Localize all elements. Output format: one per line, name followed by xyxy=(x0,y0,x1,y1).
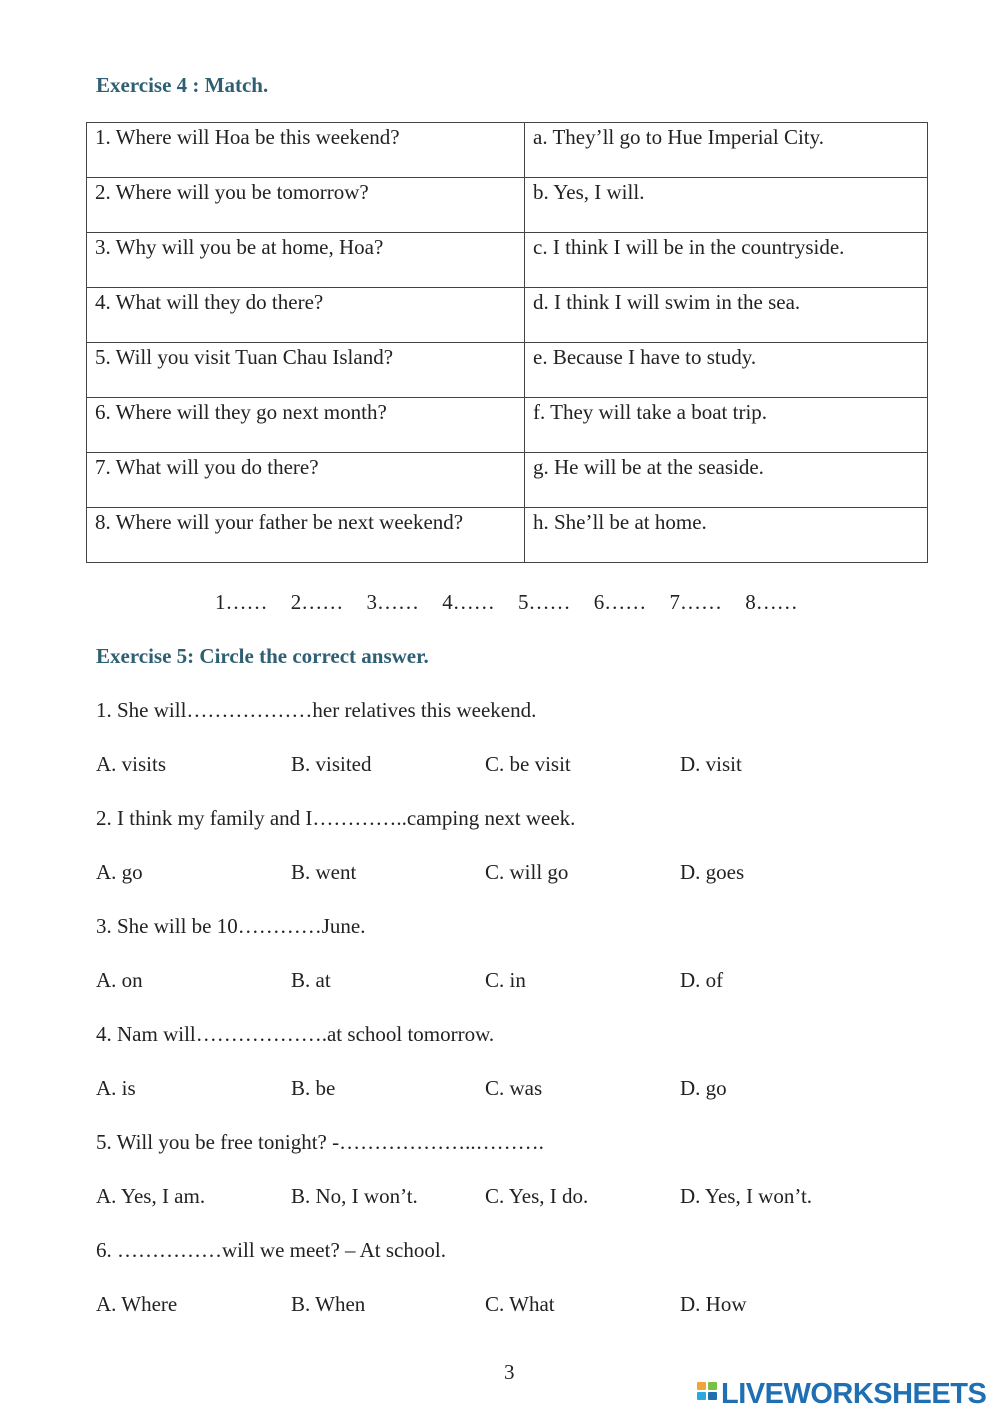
table-row xyxy=(87,398,928,453)
option-c[interactable]: C. Yes, I do. xyxy=(485,1184,589,1208)
answer-slot[interactable]: 4…… xyxy=(442,590,495,614)
match-table xyxy=(86,122,928,563)
option-c[interactable]: C. will go xyxy=(485,860,569,884)
exercise-5-title: Exercise 5: Circle the correct answer. xyxy=(96,644,429,668)
option-b[interactable]: B. went xyxy=(291,860,357,884)
question-text: 6. ……………will we meet? – At school. xyxy=(96,1238,446,1262)
answer-cell: c. I think I will be in the countryside. xyxy=(525,233,928,288)
exercise-4-title: Exercise 4 : Match. xyxy=(96,73,269,97)
option-a[interactable]: A. Yes, I am. xyxy=(96,1184,206,1208)
liveworksheets-logo xyxy=(697,1378,986,1410)
question-cell: 2. Where will you be tomorrow? xyxy=(87,178,525,233)
question-text: 3. She will be 10…………June. xyxy=(96,914,366,938)
question-text: 4. Nam will……………….at school tomorrow. xyxy=(96,1022,495,1046)
answer-slot[interactable]: 2…… xyxy=(290,590,344,614)
option-b[interactable]: B. No, I won’t. xyxy=(291,1184,418,1208)
option-a[interactable]: A. Where xyxy=(96,1292,178,1316)
option-a[interactable]: A. on xyxy=(96,968,143,992)
option-a[interactable]: A. go xyxy=(96,860,143,884)
answer-slot[interactable]: 3…… xyxy=(366,590,419,614)
option-c[interactable]: C. What xyxy=(485,1292,555,1316)
option-a[interactable]: A. is xyxy=(96,1076,136,1100)
answer-slot[interactable]: 7…… xyxy=(669,590,722,614)
liveworksheets-logo-text: LIVEWORKSHEETS xyxy=(721,1377,987,1410)
table-row xyxy=(87,233,928,288)
question-cell: 3. Why will you be at home, Hoa? xyxy=(87,233,525,288)
option-b[interactable]: B. When xyxy=(291,1292,366,1316)
answer-cell: f. They will take a boat trip. xyxy=(525,398,928,453)
answer-slot[interactable]: 6…… xyxy=(593,590,647,614)
question-text: 5. Will you be free tonight? -………………..………. xyxy=(96,1130,544,1154)
question-cell: 1. Where will Hoa be this weekend? xyxy=(87,123,525,178)
answer-cell: h. She’ll be at home. xyxy=(525,508,928,563)
answer-slot[interactable]: 1…… xyxy=(215,590,268,614)
option-d[interactable]: D. Yes, I won’t. xyxy=(680,1184,813,1208)
table-row xyxy=(87,123,928,178)
table-row xyxy=(87,343,928,398)
option-b[interactable]: B. visited xyxy=(291,752,372,776)
question-text: 1. She will………………her relatives this weekend. xyxy=(96,698,537,722)
option-b[interactable]: B. be xyxy=(291,1076,336,1100)
table-row xyxy=(87,288,928,343)
option-c[interactable]: C. be visit xyxy=(485,752,571,776)
option-c[interactable]: C. was xyxy=(485,1076,543,1100)
question-cell: 7. What will you do there? xyxy=(87,453,525,508)
page-number: 3 xyxy=(504,1360,515,1384)
answer-cell: d. I think I will swim in the sea. xyxy=(525,288,928,343)
match-answer-slots xyxy=(215,590,816,615)
option-c[interactable]: C. in xyxy=(485,968,526,992)
option-b[interactable]: B. at xyxy=(291,968,331,992)
question-text: 2. I think my family and I…………..camping next week. xyxy=(96,806,576,830)
table-row xyxy=(87,178,928,233)
answer-slot[interactable]: 5…… xyxy=(518,590,571,614)
table-row xyxy=(87,508,928,563)
question-cell: 6. Where will they go next month? xyxy=(87,398,525,453)
option-d[interactable]: D. visit xyxy=(680,752,742,776)
question-cell: 8. Where will your father be next weekend? xyxy=(87,508,525,563)
option-d[interactable]: D. goes xyxy=(680,860,745,884)
answer-slot[interactable]: 8…… xyxy=(745,590,798,614)
answer-cell: b. Yes, I will. xyxy=(525,178,928,233)
answer-cell: a. They’ll go to Hue Imperial City. xyxy=(525,123,928,178)
option-d[interactable]: D. go xyxy=(680,1076,727,1100)
question-cell: 5. Will you visit Tuan Chau Island? xyxy=(87,343,525,398)
answer-cell: e. Because I have to study. xyxy=(525,343,928,398)
question-cell: 4. What will they do there? xyxy=(87,288,525,343)
option-d[interactable]: D. How xyxy=(680,1292,747,1316)
option-a[interactable]: A. visits xyxy=(96,752,167,776)
option-d[interactable]: D. of xyxy=(680,968,724,992)
table-row xyxy=(87,453,928,508)
answer-cell: g. He will be at the seaside. xyxy=(525,453,928,508)
liveworksheets-logo-icon xyxy=(697,1381,719,1407)
